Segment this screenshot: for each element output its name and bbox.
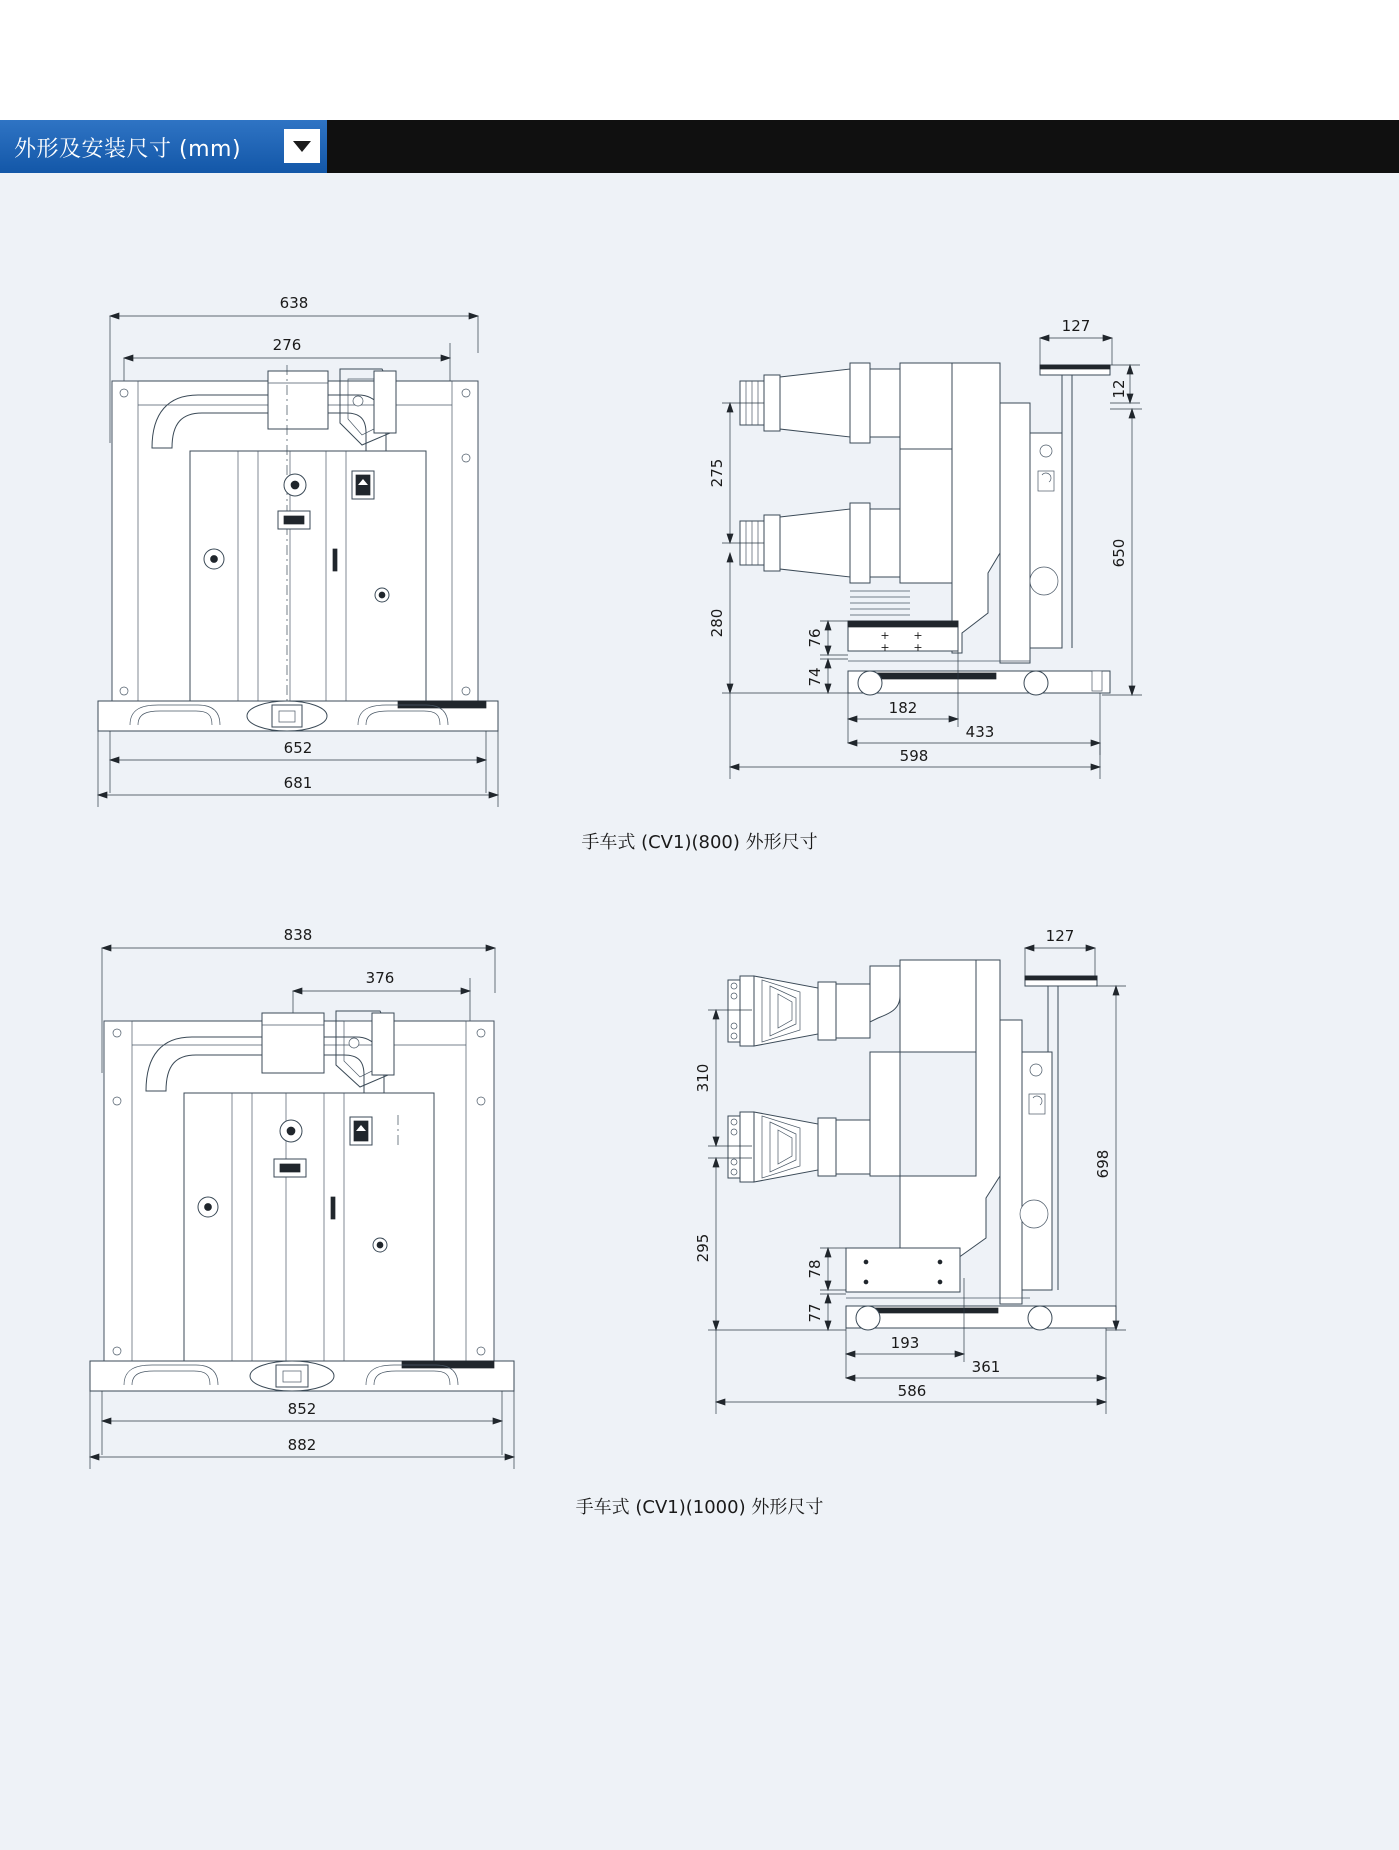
dim-label-698: 698 [1094, 1149, 1112, 1179]
dim-label-652: 652 [283, 739, 313, 757]
dim-label-882: 882 [287, 1436, 317, 1454]
svg-text:+: + [913, 641, 923, 654]
dim-label-650: 650 [1110, 538, 1128, 568]
pole-upper-2 [728, 960, 976, 1052]
chevron-down-icon[interactable] [284, 129, 320, 163]
svg-text:+: + [880, 641, 890, 654]
page-body [0, 173, 1399, 1850]
svg-text:+: + [913, 629, 923, 642]
dim-label-280: 280 [708, 608, 726, 638]
pole-lower [740, 449, 952, 583]
dim-label-127-b: 127 [1045, 927, 1075, 945]
dim-77 [806, 1294, 846, 1330]
dim-361 [846, 1328, 1106, 1390]
dim-label-77: 77 [806, 1303, 824, 1323]
trolley-base-side [848, 661, 1110, 695]
dim-label-276: 276 [272, 336, 302, 354]
dim-label-193: 193 [890, 1334, 920, 1352]
section-header-band [0, 120, 1399, 173]
dim-127-b [1025, 927, 1095, 976]
dim-182 [848, 651, 958, 743]
page-top-margin [0, 0, 1399, 120]
dim-label-127: 127 [1061, 317, 1091, 335]
pole-lower-2 [728, 1052, 900, 1182]
dim-label-275: 275 [708, 458, 726, 488]
section-header-accent [0, 120, 327, 173]
figure-cv1-800-front-view [90, 273, 610, 833]
dim-label-74: 74 [806, 667, 824, 687]
dim-label-598: 598 [899, 747, 929, 765]
dim-label-361: 361 [971, 1358, 1001, 1376]
dim-76 [806, 621, 848, 655]
dim-label-295: 295 [694, 1233, 712, 1263]
dim-label-838: 838 [283, 926, 313, 944]
dim-74 [806, 659, 848, 693]
dim-78 [806, 1248, 846, 1290]
trolley-base-front [98, 701, 498, 731]
section-title: 外形及安装尺寸 (mm) [14, 137, 242, 162]
dim-label-182: 182 [888, 699, 918, 717]
dim-label-852: 852 [287, 1400, 317, 1418]
dim-698 [1094, 986, 1126, 1330]
figure-caption-cv1-800: 手车式 (CV1)(800) 外形尺寸 [581, 832, 818, 853]
dim-433 [848, 693, 1100, 755]
trolley-base-side-2 [846, 1298, 1116, 1330]
figure-cv1-800-side-view [700, 303, 1260, 823]
dim-label-681: 681 [283, 774, 313, 792]
svg-text:+: + [880, 629, 890, 642]
dim-label-433: 433 [965, 723, 995, 741]
dim-label-12: 12 [1110, 379, 1128, 399]
dim-label-76: 76 [806, 628, 824, 648]
dim-label-78: 78 [806, 1259, 824, 1279]
dim-label-376: 376 [365, 969, 395, 987]
dim-127 [1040, 317, 1112, 365]
contact-block-2 [846, 1248, 960, 1292]
figure-cv1-1000-front-view [80, 903, 620, 1483]
trolley-base-front-2 [90, 1361, 514, 1391]
breaker-front-panel-2 [184, 1093, 434, 1361]
dim-label-586: 586 [897, 1382, 927, 1400]
dim-label-310: 310 [694, 1063, 712, 1093]
dim-12 [1110, 365, 1140, 403]
figure-cv1-1000-side-view [694, 918, 1260, 1478]
dim-650 [1102, 409, 1142, 695]
side-body-frame [952, 363, 1062, 663]
figure-caption-cv1-1000: 手车式 (CV1)(1000) 外形尺寸 [575, 1497, 824, 1518]
contact-block [848, 591, 958, 654]
dim-label-638: 638 [279, 294, 309, 312]
pole-upper [740, 363, 952, 449]
